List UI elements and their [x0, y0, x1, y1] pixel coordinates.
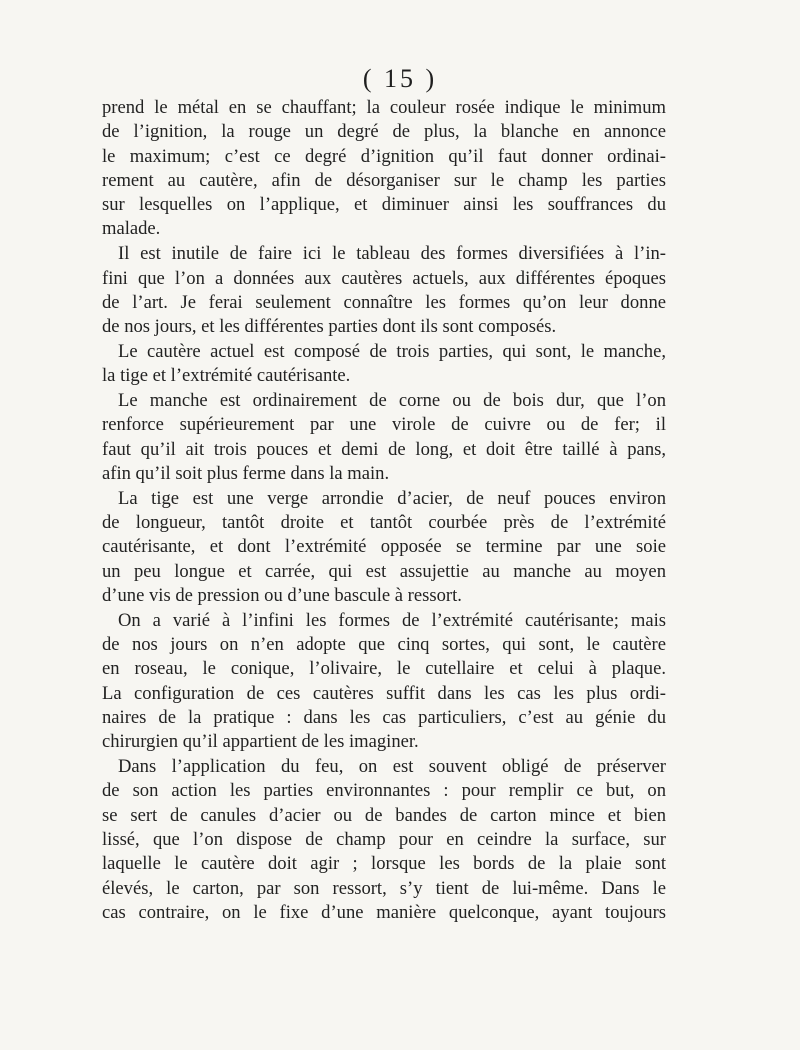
text-line: de l’art. Je ferai seulement connaître les formes qu’on leur donne [102, 291, 666, 313]
text-line: le maximum; c’est ce degré d’ignition qu’il faut donner ordinai- [102, 145, 666, 167]
paragraph-1 [102, 96, 666, 242]
text-line: de son action les parties environnantes : pour remplir ce but, on [102, 780, 666, 802]
text-line: La tige est une verge arrondie d’acier, de neuf pouces environ [118, 487, 666, 509]
text-line: de nos jours, et les différentes parties dont ils sont composés. [102, 316, 557, 338]
text-line: sur lesquelles on l’applique, et diminuer ainsi les souffrances du [102, 194, 666, 216]
text-line: Le cautère actuel est composé de trois parties, qui sont, le manche, [118, 340, 666, 362]
text-line: chirurgien qu’il appartient de les imaginer. [102, 731, 419, 753]
text-line: de l’ignition, la rouge un degré de plus, la blanche en annonce [102, 121, 666, 143]
text-line: en roseau, le conique, l’olivaire, le cutellaire et celui à plaque. [102, 658, 666, 680]
text-line: Le manche est ordinairement de corne ou de bois dur, que l’on [118, 390, 666, 412]
paragraph-2 [102, 242, 666, 339]
text-line: laquelle le cautère doit agir ; lorsque les bords de la plaie sont [102, 853, 666, 875]
text-line: prend le métal en se chauffant; la couleur rosée indique le minimum [102, 97, 666, 118]
text-line: Dans l’application du feu, on est souvent obligé de préserver [118, 756, 666, 778]
paragraph-5 [102, 487, 666, 608]
paragraph-4 [102, 389, 666, 486]
text-line: renforce supérieurement par une virole de cuivre ou de fer; il [102, 414, 666, 436]
text-line: cautérisante, et dont l’extrémité opposée se termine par une soie [102, 536, 666, 558]
text-line: se sert de canules d’acier ou de bandes de carton mince et bien [102, 804, 666, 826]
body-text [102, 96, 666, 925]
text-line: On a varié à l’infini les formes de l’extrémité cautérisante; mais [118, 609, 666, 631]
paragraph-7 [102, 755, 666, 925]
text-line: élevés, le carton, par son ressort, s’y tient de lui-même. Dans le [102, 877, 666, 899]
text-line: lissé, que l’on dispose de champ pour en ceindre la surface, sur [102, 828, 666, 850]
text-line: un peu longue et carrée, qui est assujettie au manche au moyen [102, 560, 666, 582]
text-line: d’une vis de pression ou d’une bascule à ressort. [102, 584, 462, 606]
text-line: la tige et l’extrémité cautérisante. [102, 365, 351, 387]
text-line: naires de la pratique : dans les cas particuliers, c’est au génie du [102, 706, 666, 728]
paragraph-6 [102, 609, 666, 755]
text-line: de longueur, tantôt droite et tantôt courbée près de l’extrémité [102, 512, 666, 534]
text-line: La configuration de ces cautères suffit dans les cas les plus ordi- [102, 682, 666, 704]
text-line: faut qu’il ait trois pouces et demi de long, et doit être taillé à pans, [102, 438, 666, 460]
text-line: cas contraire, on le fixe d’une manière quelconque, ayant toujours [102, 901, 666, 923]
text-line: Il est inutile de faire ici le tableau des formes diversifiées à l’in- [118, 243, 666, 265]
text-line: malade. [102, 218, 161, 240]
text-line: fini que l’on a données aux cautères actuels, aux différentes époques [102, 267, 666, 289]
paragraph-3 [102, 340, 666, 389]
text-line: afin qu’il soit plus ferme dans la main. [102, 462, 390, 484]
text-line: de nos jours on n’en adopte que cinq sortes, qui sont, le cautère [102, 634, 666, 656]
text-line: rement au cautère, afin de désorganiser sur le champ les parties [102, 169, 666, 191]
page-number: ( 15 ) [362, 64, 438, 93]
